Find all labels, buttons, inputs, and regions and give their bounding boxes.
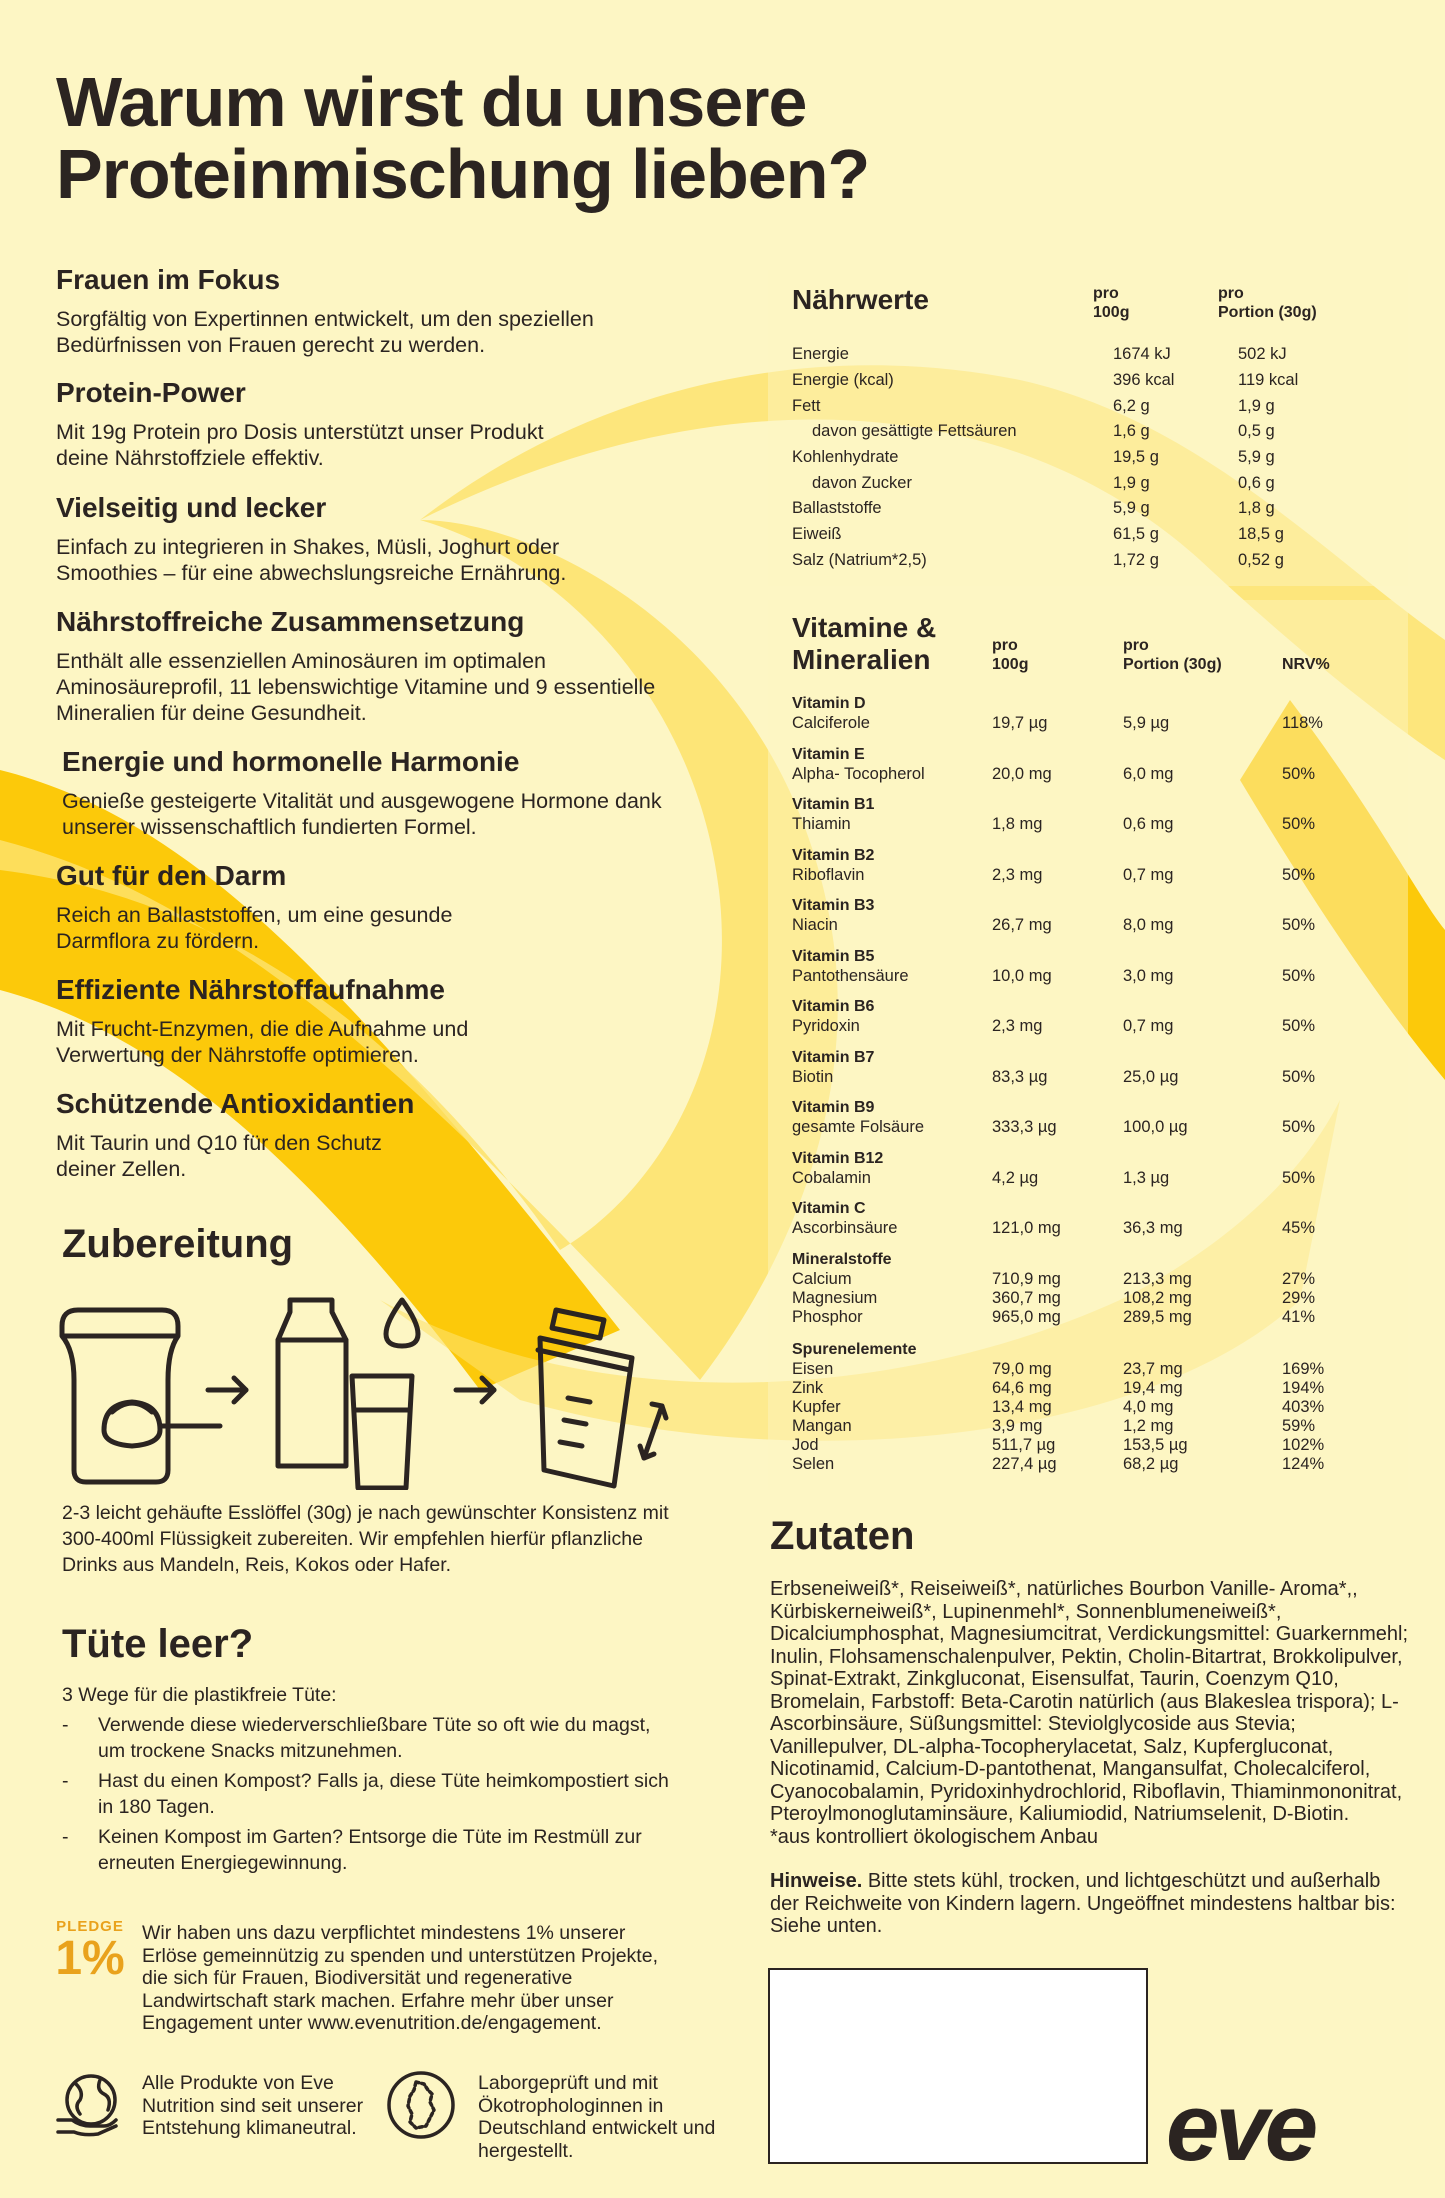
nutrition-col-portion: pro Portion (30g) [1218,285,1317,321]
list-item: 68,2 µg [1123,1455,1179,1473]
list-item: 4,0 mg [1123,1398,1174,1416]
minerals-title: Mineralstoffe [792,1251,892,1268]
vitamin-per100: 121,0 mg [992,1219,1061,1237]
preparation-title: Zubereitung [62,1222,294,1266]
table-row [792,496,1392,522]
vitamin-nrv: 50% [1282,764,1316,783]
vitamin-per100: 2,3 mg [992,865,1043,884]
storage-hint-label: Hinweise. [770,1870,863,1892]
feature-text: Mit Frucht-Enzymen, die die Aufnahme und Verwertung der Nährstoffe optimieren. [56,1017,469,1067]
list-item: Calcium [792,1270,852,1288]
empty-bag-section [62,1682,682,1880]
list-item: 153,5 µg [1123,1436,1188,1454]
list-item: 360,7 mg [992,1289,1061,1307]
empty-bag-list [62,1712,682,1876]
table-row [792,694,1392,738]
vitamins-col-nrv: NRV% [1282,656,1330,673]
vitamin-nrv: 50% [1282,966,1316,985]
feature-antioxidants [56,1088,696,1182]
nutrient-per100: 396 kcal [1113,371,1175,390]
list-item: 403% [1282,1398,1325,1416]
vitamin-subname: Biotin [792,1067,834,1086]
table-row [792,745,1392,789]
table-row [792,548,1392,574]
pledge-text: Wir haben uns dazu verpflichtet mindestens 1% unserer Erlöse gemeinnützig zu spenden und unterstützen Projekte, die sich für Frauen, Biodiversität und regenerative Landwirtschaft stark machen. Erfahre mehr über unser Engagement unter www.evenutrition.de/engagement. [142,1922,658,2034]
table-row [792,795,1392,839]
vitamin-subname: Ascorbinsäure [792,1219,898,1237]
feature-nutrients [56,606,696,726]
nutrient-label: Fett [792,396,821,415]
nutrient-portion: 119 kcal [1238,371,1299,390]
list-item: 227,4 µg [992,1455,1057,1473]
nutrient-per100: 1,9 g [1113,473,1150,492]
vitamin-portion: 5,9 µg [1123,714,1170,732]
feature-title: Effiziente Nährstoffaufnahme [56,974,445,1005]
nutrition-title: Nährwerte [792,284,929,315]
feature-title: Gut für den Darm [56,860,287,891]
vitamin-subname: Alpha- Tocopherol [792,764,925,783]
trace-per100 [992,1360,1057,1474]
vitamin-nrv: 50% [1282,815,1316,833]
vitamin-nrv: 50% [1282,1067,1316,1086]
list-item: 194% [1282,1379,1325,1397]
vitamin-nrv: 50% [1282,916,1316,934]
list-item: 511,7 µg [992,1436,1056,1454]
climate-text: Alle Produkte von Eve Nutrition sind seit unserer Entstehung klimaneutral. [142,2072,364,2139]
feature-gut [56,860,696,954]
table-row [792,419,1392,445]
vitamin-nrv: 50% [1282,1017,1316,1035]
list-item: 213,3 mg [1123,1270,1192,1288]
arrow-right-icon [208,1378,246,1402]
vitamin-name: Vitamin B9 [792,1099,875,1116]
storage-hint-text: Bitte stets kühl, trocken, und lichtgeschützt und außerhalb der Reichweite von Kindern lagern. Ungeöffnet mindestens haltbar bis: Siehe unten. [770,1870,1396,1937]
list-item: Phosphor [792,1308,863,1326]
list-item: 19,4 mg [1123,1379,1183,1397]
nutrient-per100: 6,2 g [1113,396,1150,415]
nutrient-per100: 1,72 g [1113,550,1159,569]
ingredients-title: Zutaten [770,1514,915,1558]
minerals-names [792,1270,877,1327]
vitamins-col-100g: pro 100g [992,637,1029,673]
table-row [792,896,1392,940]
minerals-per100 [992,1270,1061,1327]
feature-text: Enthält alle essenziellen Aminosäuren im optimalen Aminosäureprofil, 11 lebenswichtige Vitamine und 9 essentielle Mineralien für deine Gesundheit. [56,649,656,725]
vitamins-title: Vitamine & Mineralien [792,612,937,675]
list-item: 102% [1282,1436,1325,1454]
table-row [792,947,1392,991]
nutrient-per100: 61,5 g [1113,525,1159,544]
vitamin-nrv: 50% [1282,1118,1316,1136]
nutrient-label: davon Zucker [812,473,912,492]
vitamin-subname: Niacin [792,916,838,934]
vitamin-name: Vitamin B12 [792,1149,884,1167]
nutrient-portion: 0,52 g [1238,550,1284,569]
vitamin-per100: 10,0 mg [992,966,1052,985]
nutrient-portion: 5,9 g [1238,448,1275,467]
vitamin-name: Vitamin B1 [792,796,875,813]
feature-versatile [56,492,696,586]
feature-title: Frauen im Fokus [56,264,281,295]
vitamin-portion: 6,0 mg [1123,764,1174,783]
shaker-icon [538,1310,666,1486]
table-row [792,997,1392,1041]
list-item: 169% [1282,1360,1325,1378]
feature-text: Genieße gesteigerte Vitalität und ausgewogene Hormone dank unserer wissenschaftlich fundierten Formel. [62,789,662,839]
vitamin-portion: 8,0 mg [1123,916,1174,934]
empty-bag-title: Tüte leer? [62,1622,254,1666]
nutrient-portion: 502 kJ [1238,345,1287,364]
feature-text: Einfach zu integrieren in Shakes, Müsli, Joghurt oder Smoothies – für eine abwechslungsreiche Ernährung. [56,535,567,585]
feature-women-focus [56,264,696,358]
nutrient-label: Energie [792,345,849,364]
vitamin-name: Vitamin E [792,745,865,763]
vitamin-per100: 83,3 µg [992,1067,1048,1086]
milk-carton-icon [278,1300,418,1488]
vitamin-name: Vitamin B7 [792,1048,875,1066]
nutrient-label: Energie (kcal) [792,371,894,390]
vitamin-per100: 2,3 mg [992,1017,1043,1035]
list-item: 289,5 mg [1123,1308,1192,1326]
list-item: Mangan [792,1417,852,1435]
nutrient-label: Eiweiß [792,525,842,544]
list-item: - Keinen Kompost im Garten? Entsorge die Tüte im Restmüll zur erneuten Energiegewinnung. [62,1824,682,1876]
table-row [792,846,1392,890]
table-row [792,470,1392,496]
list-item: Kupfer [792,1398,841,1416]
nutrient-per100: 5,9 g [1113,499,1150,518]
list-item: 3,9 mg [992,1417,1043,1435]
nutrition-table [792,342,1392,573]
list-item: 710,9 mg [992,1270,1061,1288]
nutrient-label: Ballaststoffe [792,499,882,518]
table-row [792,393,1392,419]
vitamin-subname: Pantothensäure [792,966,909,985]
nutrition-col-100g: pro 100g [1093,285,1130,321]
nutrient-per100: 1674 kJ [1113,345,1171,364]
vitamin-portion: 3,0 mg [1123,966,1174,985]
vitamin-subname: Pyridoxin [792,1017,860,1035]
vitamin-name: Vitamin B6 [792,998,875,1015]
feature-title: Schützende Antioxidantien [56,1088,415,1119]
feature-text: Mit 19g Protein pro Dosis unterstützt unser Produkt deine Nährstoffziele effektiv. [56,420,544,470]
nutrient-portion: 0,6 g [1238,473,1275,492]
list-item: 124% [1282,1455,1325,1473]
list-item: 23,7 mg [1123,1360,1183,1378]
ingredients-text: Erbseneiweiß*, Reiseiweiß*, natürliches Bourbon Vanille- Aroma*,, Kürbiskerneiweiß*, Lupinenmehl*, Sonnenblumeneiweiß*, Dicalciumphosphat, Magnesiumcitrat, Verdickungsmittel: Guarkernmehl; Inulin, Flohsamenschalenpulver, Pektin, Cholin-Bitartrat, Brokkolipulver, Spinat-Extrakt, Zinkgluconat, Eisensulfat, Taurin, Coenzym Q10, Bromelain, Farbstoff: Beta-Carotin natürlich (aus Blakeslea trispora); L-Ascorbinsäure, Süßungsmittel: Steviolglycoside aus Stevia; Vanillepulver, DL-alpha-Tocopherylacetat, Salz, Kupfergluconat, Nicotinamid, Calcium-D-pantothenat, Mangansulfat, Cholecalciferol, Cyanocobalamin, Pyridoxinhydrochlorid, Riboflavin, Thiaminmononitrat, Pteroylmonoglutaminsäure, Kaliumiodid, Natriumselenit, D-Biotin. [770,1578,1409,1825]
nutrient-label: Salz (Natrium*2,5) [792,550,927,569]
vitamin-per100: 4,2 µg [992,1168,1039,1187]
feature-title: Nährstoffreiche Zusammensetzung [56,606,525,637]
list-item: 64,6 mg [992,1379,1052,1397]
list-item: - Verwende diese wiederverschließbare Tüte so oft wie du magst, um trockene Snacks mitzunehmen. [62,1712,682,1764]
vitamins-panel [768,600,1408,1490]
protein-bag-icon [62,1310,220,1482]
vitamin-name: Vitamin D [792,695,866,712]
vitamin-subname: Calciferole [792,714,870,732]
feature-title: Protein-Power [56,377,246,408]
lab-text: Laborgeprüft und mit Ökotrophologinnen in Deutschland entwickelt und hergestellt. [478,2072,716,2162]
list-item: Selen [792,1455,835,1473]
best-before-box [768,1968,1148,2164]
nutrient-portion: 1,9 g [1238,396,1275,415]
list-item: Jod [792,1436,819,1454]
trace-names [792,1360,852,1474]
nutrient-per100: 19,5 g [1113,448,1159,467]
page-title: Warum wirst du unsere Proteinmischung lieben? [56,63,870,213]
vitamin-per100: 19,7 µg [992,714,1048,732]
eve-logo: eve [1166,2074,1315,2181]
vitamin-name: Vitamin C [792,1200,866,1217]
nutrient-portion: 0,5 g [1238,422,1275,441]
vitamin-portion: 36,3 mg [1123,1219,1183,1237]
nutrition-panel [768,270,1408,586]
vitamin-portion: 0,7 mg [1123,1017,1174,1035]
vitamin-subname: Cobalamin [792,1168,871,1187]
germany-map-icon [386,2070,456,2140]
list-item: 108,2 mg [1123,1289,1192,1307]
vitamin-portion: 0,7 mg [1123,865,1174,884]
table-row [792,342,1392,368]
nutrient-label: davon gesättigte Fettsäuren [812,422,1017,441]
trace-title: Spurenelemente [792,1341,917,1358]
vitamin-per100: 333,3 µg [992,1118,1057,1136]
table-row [792,368,1392,394]
vitamin-per100: 1,8 mg [992,815,1043,833]
vitamins-col-portion: pro Portion (30g) [1123,637,1222,673]
list-item: 29% [1282,1289,1316,1307]
arrow-right-icon [456,1378,494,1402]
table-row [792,1098,1392,1142]
vitamin-name: Vitamin B2 [792,846,875,864]
nutrient-portion: 1,8 g [1238,499,1275,518]
vitamin-nrv: 50% [1282,1168,1316,1187]
list-item: 59% [1282,1417,1316,1435]
minerals-nrv [1282,1270,1315,1327]
vitamin-per100: 26,7 mg [992,916,1052,934]
ingredients-note: *aus kontrolliert ökologischem Anbau [770,1825,1098,1848]
vitamin-portion: 25,0 µg [1123,1067,1179,1086]
vitamin-portion: 100,0 µg [1123,1118,1188,1136]
preparation-text: 2-3 leicht gehäufte Esslöffel (30g) je nach gewünschter Konsistenz mit 300-400ml Flüssigkeit zubereiten. Wir empfehlen hierfür pflanzliche Drinks aus Mandeln, Reis, Kokos oder Hafer. [62,1502,669,1576]
globe-hand-icon [54,2070,124,2140]
list-item: 41% [1282,1308,1316,1326]
vitamin-per100: 20,0 mg [992,764,1052,783]
list-item: 79,0 mg [992,1360,1052,1378]
minerals-portion [1123,1270,1192,1327]
vitamin-subname: Thiamin [792,815,851,833]
feature-protein-power [56,377,696,471]
feature-hormones [62,746,702,840]
list-item: Zink [792,1379,824,1397]
table-row [792,445,1392,471]
ingredients-section [770,1578,1410,1938]
feature-text: Mit Taurin und Q10 für den Schutz deiner Zellen. [56,1131,382,1181]
trace-nrv [1282,1360,1324,1474]
trace-portion [1123,1360,1188,1474]
list-item: - Hast du einen Kompost? Falls ja, diese Tüte heimkompostiert sich in 180 Tagen. [62,1768,682,1820]
vitamin-name: Vitamin B3 [792,897,875,914]
preparation-illustration [56,1290,696,1490]
table-row [792,522,1392,548]
vitamin-portion: 1,3 µg [1123,1168,1170,1187]
nutrient-portion: 18,5 g [1238,525,1284,544]
feature-text: Sorgfältig von Expertinnen entwickelt, um den speziellen Bedürfnissen von Frauen gerecht zu werden. [56,307,594,357]
feature-title: Vielseitig und lecker [56,492,327,523]
feature-title: Energie und hormonelle Harmonie [62,746,520,777]
nutrient-label: Kohlenhydrate [792,448,899,467]
list-item: 27% [1282,1270,1316,1288]
list-item: 13,4 mg [992,1398,1052,1416]
vitamin-subname: Riboflavin [792,865,865,884]
table-row [792,1149,1392,1193]
list-item: 1,2 mg [1123,1417,1174,1435]
vitamin-portion: 0,6 mg [1123,815,1174,833]
list-item: 965,0 mg [992,1308,1061,1326]
feature-absorption [56,974,696,1068]
table-row [792,1048,1392,1092]
feature-text: Reich an Ballaststoffen, um eine gesunde Darmflora zu fördern. [56,903,453,953]
vitamin-nrv: 50% [1282,865,1316,884]
pledge-badge: PLEDGE 1% [55,1918,125,1985]
list-item: Magnesium [792,1289,878,1307]
storage-hint [770,1870,1410,1938]
vitamin-name: Vitamin B5 [792,947,875,965]
vitamin-nrv: 45% [1282,1219,1316,1237]
vitamin-nrv: 118% [1282,714,1323,732]
table-row [792,1199,1392,1243]
empty-bag-intro: 3 Wege für die plastikfreie Tüte: [62,1684,337,1706]
list-item: Eisen [792,1360,834,1378]
nutrient-per100: 1,6 g [1113,422,1150,441]
vitamin-subname: gesamte Folsäure [792,1118,925,1136]
